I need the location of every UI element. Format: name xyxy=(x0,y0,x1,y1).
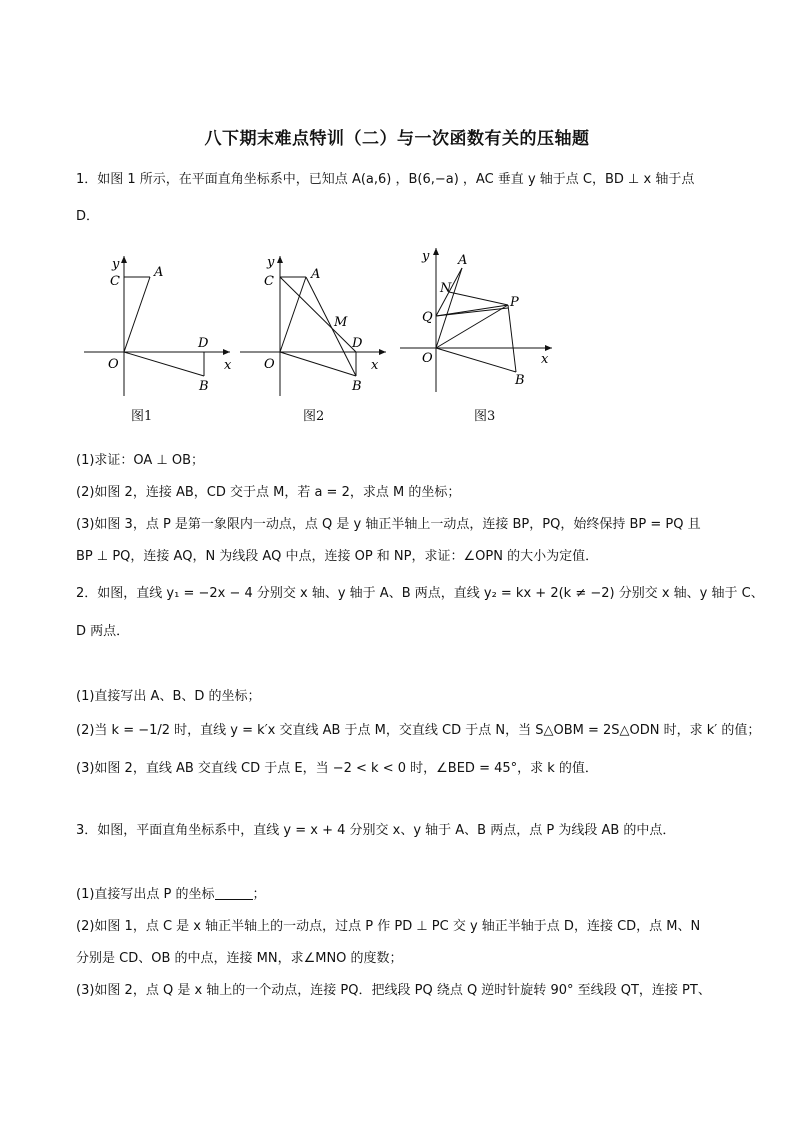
fig3-label-A: A xyxy=(458,253,468,268)
fig1-label-y: y xyxy=(112,257,120,272)
q1-part3-line1: (3)如图 3，点 P 是第一象限内一动点，点 Q 是 y 轴正半轴上一动点，连接 BP，PQ，始终保持 BP = PQ 且 xyxy=(76,517,701,532)
q3-stem-line1: 3．如图，平面直角坐标系中，直线 y = x + 4 分别交 x、y 轴于 A、B 两点，点 P 为线段 AB 的中点． xyxy=(76,823,676,838)
fig3-label-O: O xyxy=(422,351,433,366)
page-title: 八下期末难点特训（二）与一次函数有关的压轴题 xyxy=(204,129,590,149)
fig2-label-M: M xyxy=(334,315,348,330)
q1-part2: (2)如图 2，连接 AB，CD 交于点 M，若 a = 2，求点 M 的坐标； xyxy=(76,485,461,500)
q1-part1: (1)求证：OA ⊥ OB； xyxy=(76,453,205,468)
fig2-label-A: A xyxy=(311,267,321,282)
figure-2 xyxy=(236,248,396,402)
figure-3 xyxy=(396,242,566,396)
fig2-caption: 图2 xyxy=(303,409,325,424)
q3-part2-line1: (2)如图 1，点 C 是 x 轴正半轴上的一动点，过点 P 作 PD ⊥ PC 交 y 轴正半轴于点 D，连接 CD，点 M、N xyxy=(76,919,701,934)
q1-stem-line1: 1．如图 1 所示，在平面直角坐标系中，已知点 A(a,6) ，B(6,−a) ，AC 垂直 y 轴于点 C，BD ⊥ x 轴于点 xyxy=(76,172,695,187)
q1-part3-line2: BP ⊥ PQ，连接 AQ，N 为线段 AQ 中点，连接 OP 和 NP，求证：∠OPN 的大小为定值． xyxy=(76,549,599,564)
fig3-label-x: x xyxy=(541,352,549,367)
q3-part1-end: ； xyxy=(252,887,266,902)
fig2-label-y: y xyxy=(267,255,275,270)
answer-blank xyxy=(215,887,253,900)
fig2-label-x: x xyxy=(371,358,379,373)
fig2-label-B: B xyxy=(352,379,362,394)
fig3-label-N: N xyxy=(440,281,452,296)
q3-part1-text: (1)直接写出点 P 的坐标 xyxy=(76,887,215,902)
q2-stem-line2: D 两点． xyxy=(76,624,130,639)
fig1-label-D: D xyxy=(198,336,209,351)
fig1-label-C: C xyxy=(110,274,120,289)
fig3-label-Q: Q xyxy=(422,310,433,325)
fig2-label-C: C xyxy=(264,274,274,289)
q1-stem-line2: D． xyxy=(76,209,100,224)
fig3-label-y: y xyxy=(422,249,430,264)
fig3-label-P: P xyxy=(510,295,519,310)
figure-1 xyxy=(80,248,240,402)
fig1-label-O: O xyxy=(108,357,119,372)
fig2-label-O: O xyxy=(264,357,275,372)
q3-part2-line2: 分别是 CD、OB 的中点，连接 MN，求∠MNO 的度数； xyxy=(76,951,403,966)
q2-part2: (2)当 k = −1/2 时，直线 y = k′x 交直线 AB 于点 M，交直线 CD 于点 N，当 S△OBM = 2S△ODN 时，求 k′ 的值； xyxy=(76,723,761,738)
fig3-caption: 图3 xyxy=(474,409,496,424)
q2-part3: (3)如图 2，直线 AB 交直线 CD 于点 E，当 −2 < k < 0 时，∠BED = 45°，求 k 的值． xyxy=(76,761,598,776)
fig1-caption: 图1 xyxy=(131,409,153,424)
q3-part1 xyxy=(76,886,266,904)
q2-stem-line1: 2．如图，直线 y₁ = −2x − 4 分别交 x 轴、y 轴于 A、B 两点，直线 y₂ = kx + 2(k ≠ −2) 分别交 x 轴、y 轴于 C、 xyxy=(76,586,764,601)
fig1-label-x: x xyxy=(224,358,232,373)
fig2-label-D: D xyxy=(352,336,363,351)
q3-part3-line1: (3)如图 2，点 Q 是 x 轴上的一个动点，连接 PQ．把线段 PQ 绕点 Q 逆时针旋转 90° 至线段 QT，连接 PT、 xyxy=(76,983,711,998)
fig1-label-A: A xyxy=(154,265,164,280)
q2-part1: (1)直接写出 A、B、D 的坐标； xyxy=(76,689,261,704)
fig3-label-B: B xyxy=(515,373,525,388)
fig1-label-B: B xyxy=(199,379,209,394)
